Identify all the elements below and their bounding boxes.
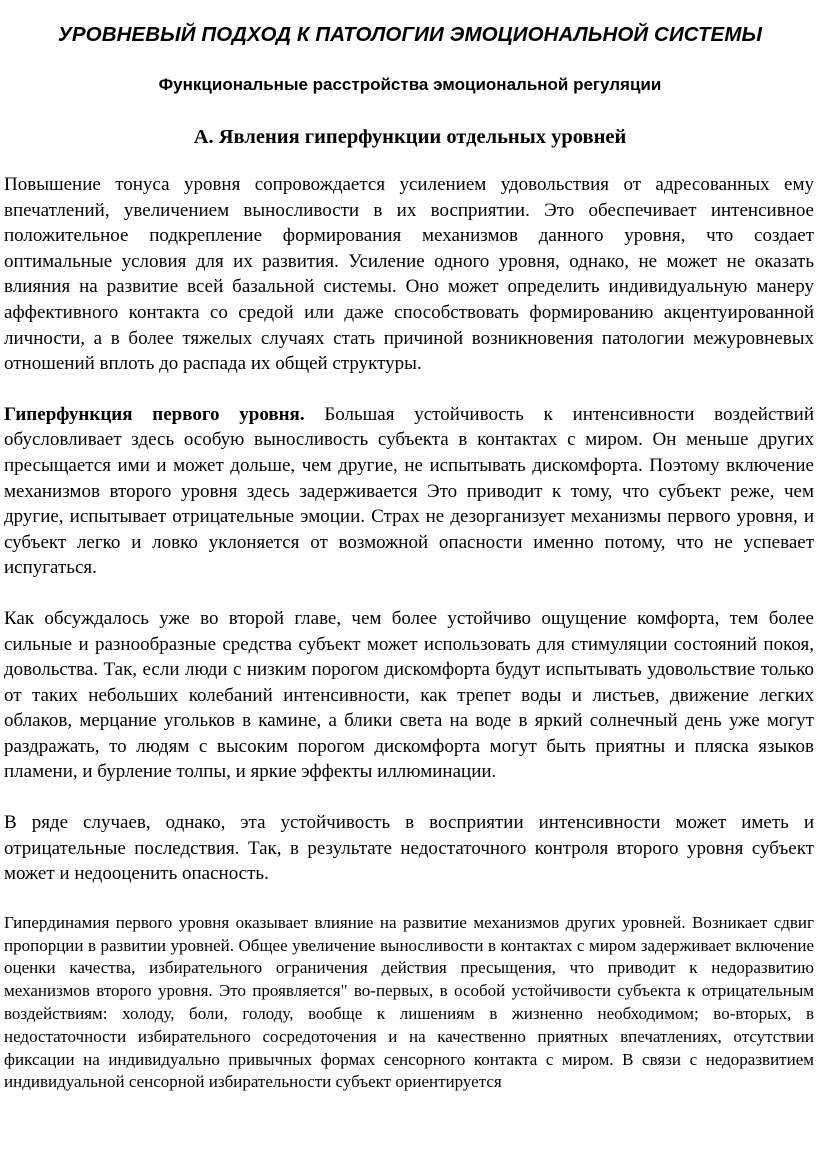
paragraph-5: Гипердинамия первого уровня оказывает влияние на развитие механизмов других уровней. Возникает сдвиг пропорции в развитии уровней. Общее увеличение выносливости в контактах с миром задерживает включение оценки качества, избирательного ограничения действия пресыщения, что приводит к недоразвитию механизмов второго уровня. Это проявляется" во-первых, в особой устойчивости субъекта к отрицательным воздействиям: холоду, боли, голоду, вообще к лишениям в жизненно необходимом; во-вторых, в недостаточности избирательного сосредоточения и на качественно приятных впечатлениях, отсутствии фиксации на индивидуально привычных формах сенсорного контакта с миром. В связи с недоразвитием индивидуальной сенсорной избирательности субъект ориентируется bbox=[4, 912, 814, 1092]
section-title: А. Явления гиперфункции отдельных уровней bbox=[193, 126, 627, 148]
paragraph-2-lead: Гиперфункция первого уровня. bbox=[4, 403, 305, 425]
paragraph-2 bbox=[4, 402, 814, 581]
paragraph-1: Повышение тонуса уровня сопровождается усилением удовольствия от адресованных ему впечатлений, увеличением выносливости в их восприятии. Это обеспечивает интенсивное положительное подкрепление формирования механизмов данного уровня, что создает оптимальные условия для их развития. Усиление одного уровня, однако, не может не оказать влияния на развитие всей базальной системы. Оно может определить индивидуальную манеру аффективного контакта со средой или даже способствовать формированию акцентуированной личности, а в более тяжелых случаях стать причиной возникновения патологии межуровневых отношений вплоть до распада их общей структуры. bbox=[4, 174, 814, 375]
paragraph-3: Как обсуждалось уже во второй главе, чем более устойчиво ощущение комфорта, тем более сильные и разнообразные средства субъект может использовать для стимуляции состояний покоя, довольства. Так, если люди с низким порогом дискомфорта будут испытывать удовольствие только от таких небольших колебаний интенсивности, как трепет воды и листьев, движение легких облаков, мерцание угольков в камине, а блики света на воде в яркий солнечный день уже могут раздражать, то людям с высоким порогом дискомфорта могут быть приятны и пляска языков пламени, и бурление толпы, и яркие эффекты иллюминации. bbox=[4, 607, 814, 783]
subtitle: Функциональные расстройства эмоциональной регуляции bbox=[158, 75, 662, 94]
paragraph-2-text: Большая устойчивость к интенсивности воздействий обусловливает здесь особую выносливость субъекта в контактах с миром. Он меньше других пресыщается ими и может дольше, чем другие, не испытывать дискомфорта. Поэтому включение механизмов второго уровня здесь задерживается Это приводит к тому, что субъект реже, чем другие, испытывает отрицательные эмоции. Страх не дезорганизует механизмы первого уровня, и субъект легко и ловко уклоняется от возможной опасности именно потому, что не успевает испугаться. bbox=[4, 403, 814, 579]
paragraph-4: В ряде случаев, однако, эта устойчивость в восприятии интенсивности может иметь и отрицательные последствия. Так, в результате недостаточного контроля второго уровня субъект может и недооценить опасность. bbox=[4, 812, 814, 885]
main-title: УРОВНЕВЫЙ ПОДХОД К ПАТОЛОГИИ ЭМОЦИОНАЛЬНОЙ СИСТЕМЫ bbox=[57, 23, 763, 46]
